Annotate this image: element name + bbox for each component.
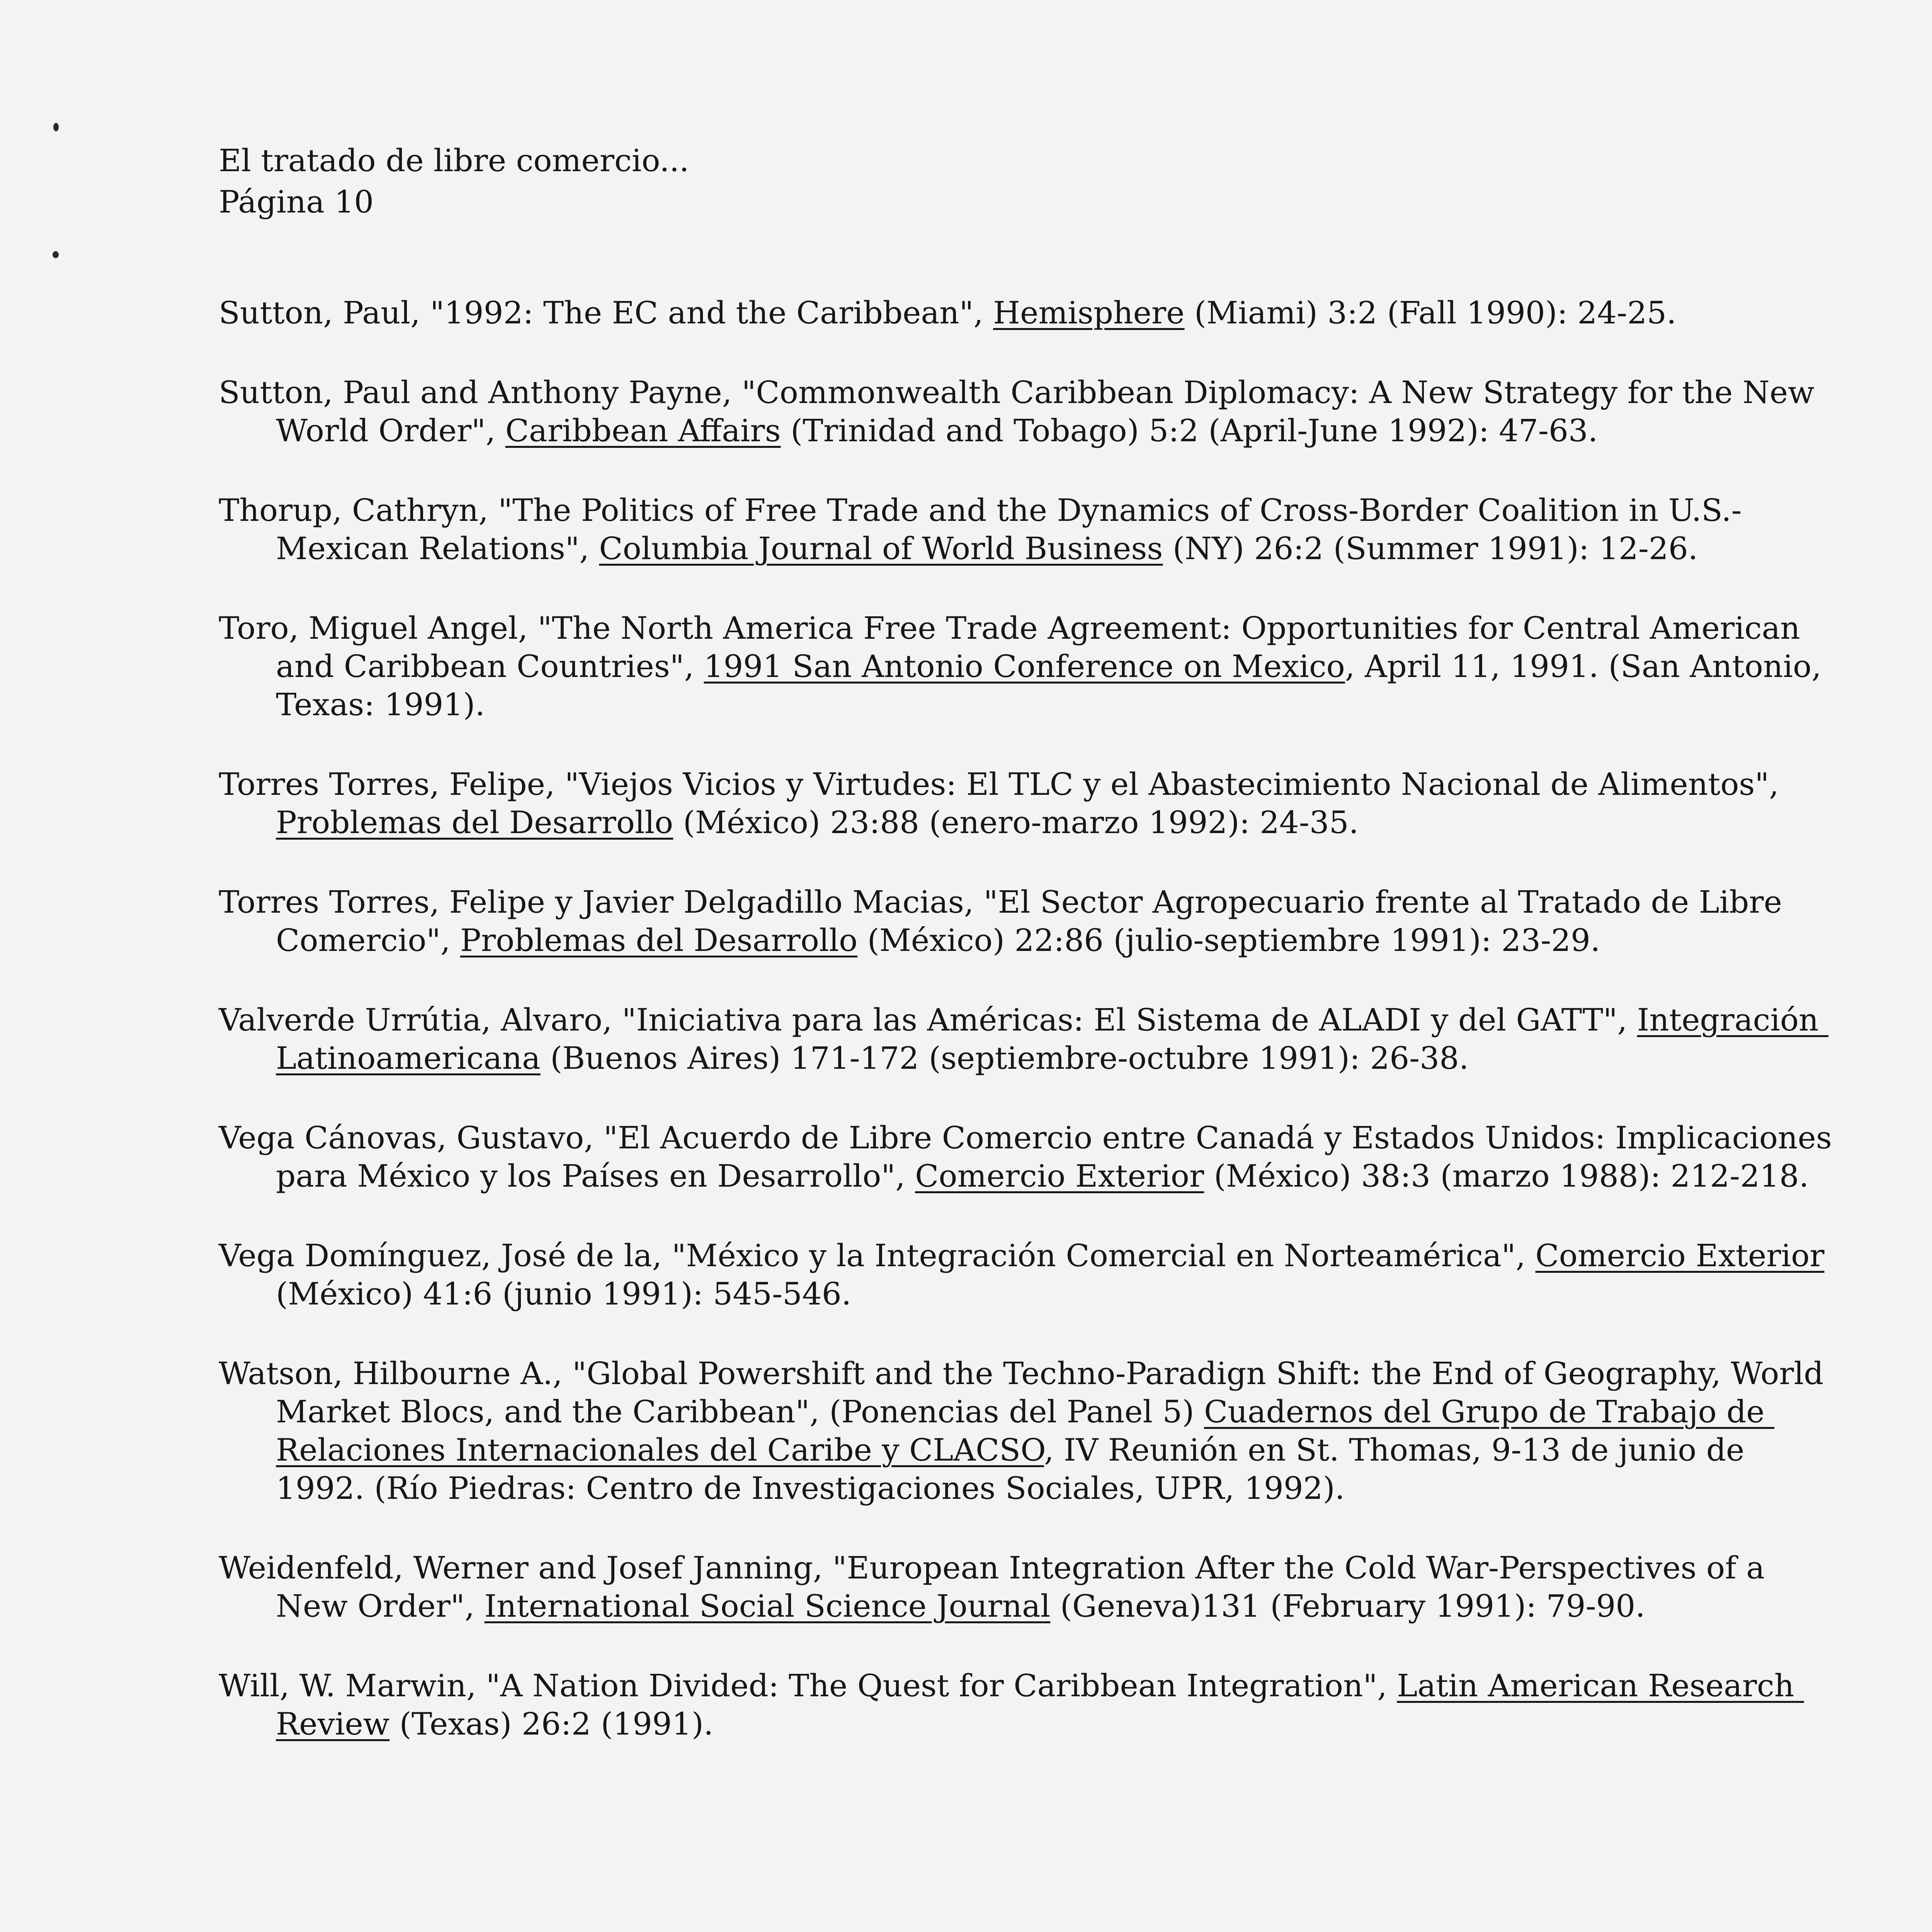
bibliography-entry bbox=[219, 1549, 1842, 1625]
bibliography-entry bbox=[219, 373, 1842, 450]
bibliography-entry bbox=[219, 1354, 1842, 1507]
bibliography-entry bbox=[219, 1667, 1842, 1743]
entry-text: , IV Reunión en St. Thomas, 9-13 de junio de 1992. (Río Piedras: Centro de Investigaciones Sociales, UPR, 1992). bbox=[276, 1432, 1754, 1506]
publication-title: Comercio Exterior bbox=[915, 1158, 1204, 1194]
bibliography-entry bbox=[219, 765, 1842, 842]
entry-text: (Miami) 3:2 (Fall 1990): 24-25. bbox=[1184, 295, 1677, 331]
publication-title: Caribbean Affairs bbox=[505, 413, 781, 449]
publication-title: Columbia Journal of World Business bbox=[599, 531, 1163, 566]
bibliography-entry bbox=[219, 1001, 1842, 1077]
publication-title: Integración Latinoamericana bbox=[276, 1002, 1828, 1076]
bibliography-entry bbox=[219, 1119, 1842, 1195]
publication-title: Comercio Exterior bbox=[1535, 1238, 1825, 1274]
entry-text: Thorup, Cathryn, "The Politics of Free Trade and the Dynamics of Cross-Border Coalition in U.S.-Mexican Relations", bbox=[219, 492, 1742, 566]
publication-title: Latin American Research Review bbox=[276, 1668, 1804, 1742]
bibliography-list bbox=[219, 294, 1842, 1784]
entry-text: (México) 22:86 (julio-septiembre 1991): 23-29. bbox=[857, 922, 1600, 958]
page-header bbox=[219, 140, 689, 223]
publication-title: International Social Science Journal bbox=[484, 1588, 1051, 1624]
entry-text: (México) 41:6 (junio 1991): 545-546. bbox=[276, 1238, 1834, 1312]
entry-text: Sutton, Paul and Anthony Payne, "Commonwealth Caribbean Diplomacy: A New Strategy for the New World Order", bbox=[219, 374, 1825, 449]
bibliography-entry bbox=[219, 294, 1842, 332]
publication-title: 1991 San Antonio Conference on Mexico bbox=[704, 648, 1345, 684]
entry-text: Torres Torres, Felipe, "Viejos Vicios y Virtudes: El TLC y el Abastecimiento Nacional de Alimentos", bbox=[219, 766, 1789, 802]
publication-title: Hemisphere bbox=[993, 295, 1185, 331]
entry-text: (Texas) 26:2 (1991). bbox=[389, 1706, 714, 1742]
entry-text: (México) 23:88 (enero-marzo 1992): 24-35. bbox=[673, 804, 1359, 840]
entry-text: (NY) 26:2 (Summer 1991): 12-26. bbox=[1163, 531, 1698, 566]
entry-text: (México) 38:3 (marzo 1988): 212-218. bbox=[1204, 1158, 1809, 1194]
entry-text: Torres Torres, Felipe y Javier Delgadillo Macias, "El Sector Agropecuario frente al Tratado de Libre Comercio", bbox=[219, 884, 1792, 958]
publication-title: Problemas del Desarrollo bbox=[276, 804, 673, 840]
entry-text: (Trinidad and Tobago) 5:2 (April-June 1992): 47-63. bbox=[781, 413, 1598, 449]
entry-text: Valverde Urrútia, Alvaro, "Iniciativa para las Américas: El Sistema de ALADI y del GATT", bbox=[219, 1002, 1637, 1038]
document-title: El tratado de libre comercio... bbox=[219, 143, 689, 179]
scan-speck bbox=[53, 123, 59, 131]
bibliography-entry bbox=[219, 883, 1842, 959]
entry-text: , April 11, 1991. (San Antonio, Texas: 1991). bbox=[276, 648, 1832, 723]
entry-text: (Geneva)131 (February 1991): 79-90. bbox=[1050, 1588, 1645, 1624]
page-number: Página 10 bbox=[219, 184, 374, 220]
entry-text: Sutton, Paul, "1992: The EC and the Caribbean", bbox=[219, 295, 993, 331]
entry-text: Weidenfeld, Werner and Josef Janning, "European Integration After the Cold War-Perspectives of a New Order", bbox=[219, 1550, 1775, 1624]
entry-text: Vega Cánovas, Gustavo, "El Acuerdo de Libre Comercio entre Canadá y Estados Unidos: Implicaciones para México y los Países en Desarrollo", bbox=[219, 1120, 1842, 1194]
entry-text: Vega Domínguez, José de la, "México y la Integración Comercial en Norteamérica", bbox=[219, 1238, 1536, 1274]
entry-text: Toro, Miguel Angel, "The North America Free Trade Agreement: Opportunities for Central American and Caribbean Countries", bbox=[219, 610, 1810, 684]
entry-text: (Buenos Aires) 171-172 (septiembre-octubre 1991): 26-38. bbox=[540, 1040, 1469, 1076]
publication-title: Problemas del Desarrollo bbox=[460, 922, 858, 958]
publication-title: Cuadernos del Grupo de Trabajo de Relaciones Internacionales del Caribe y CLACSO bbox=[276, 1394, 1775, 1468]
entry-text: Watson, Hilbourne A., "Global Powershift and the Techno-Paradign Shift: the End of Geography, World Market Blocs, and the Caribbean", (Ponencias del Panel 5) bbox=[219, 1355, 1833, 1430]
bibliography-entry bbox=[219, 491, 1842, 568]
entry-text: Will, W. Marwin, "A Nation Divided: The Quest for Caribbean Integration", bbox=[219, 1668, 1397, 1704]
scan-speck bbox=[53, 251, 59, 258]
bibliography-entry bbox=[219, 609, 1842, 724]
bibliography-entry bbox=[219, 1236, 1842, 1313]
